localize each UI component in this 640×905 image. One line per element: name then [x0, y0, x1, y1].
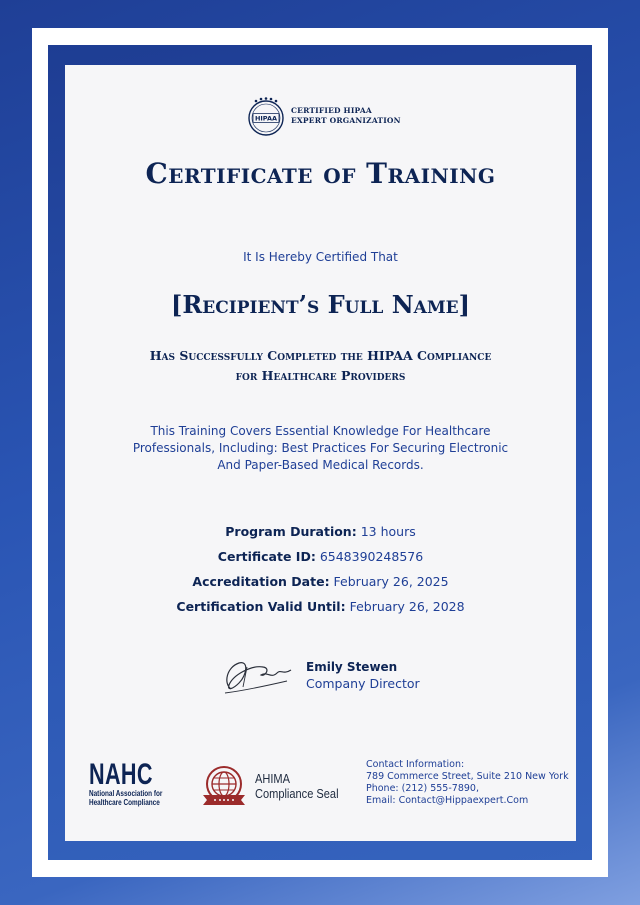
nahc-logo: NAHC National Association for Healthcare Compliance: [89, 758, 163, 807]
certificate-details: [65, 523, 576, 623]
contact-address: 789 Commerce Street, Suite 210 New York: [366, 771, 569, 782]
organization-name: CERTIFIED HIPAA EXPERT ORGANIZATION: [291, 106, 401, 125]
detail-row-duration: Program Duration: 13 hours: [225, 524, 416, 539]
contact-information: [366, 759, 569, 807]
globe-seal-icon: [201, 763, 247, 809]
certificate-panel: [65, 65, 576, 841]
contact-phone: Phone: (212) 555-7890,: [366, 783, 479, 794]
training-description: This Training Covers Essential Knowledge For Healthcare Professionals, Including: Best Practices For Securing Electronic And Paper-Based Medical Records.: [132, 424, 509, 472]
recipient-name: [Recipient’s Full Name]: [171, 290, 470, 319]
intro-text: It Is Hereby Certified That: [243, 250, 398, 264]
hipaa-badge-icon: [245, 95, 287, 137]
detail-row-valid-until: Certification Valid Until: February 26, 2028: [176, 599, 465, 614]
certificate-title: Certificate of Training: [145, 157, 496, 190]
contact-heading: Contact Information:: [366, 759, 465, 770]
ahima-compliance-seal: [201, 763, 353, 809]
organization-logo: [245, 95, 401, 137]
signer-block: [306, 660, 420, 691]
course-completed: Has Successfully Completed the HIPAA Compliance for Healthcare Providers: [149, 348, 492, 383]
svg-text:HIPAA: HIPAA: [254, 114, 278, 123]
contact-email: Email: Contact@Hippaexpert.Com: [366, 795, 529, 806]
signer-name: Emily Stewen: [306, 660, 398, 674]
detail-row-certificate-id: Certificate ID: 6548390248576: [217, 549, 424, 564]
signature-image: [221, 653, 293, 699]
ahima-label: AHIMA Compliance Seal: [255, 771, 339, 801]
signer-role: Company Director: [306, 676, 420, 691]
detail-row-accreditation-date: Accreditation Date: February 26, 2025: [192, 574, 449, 589]
